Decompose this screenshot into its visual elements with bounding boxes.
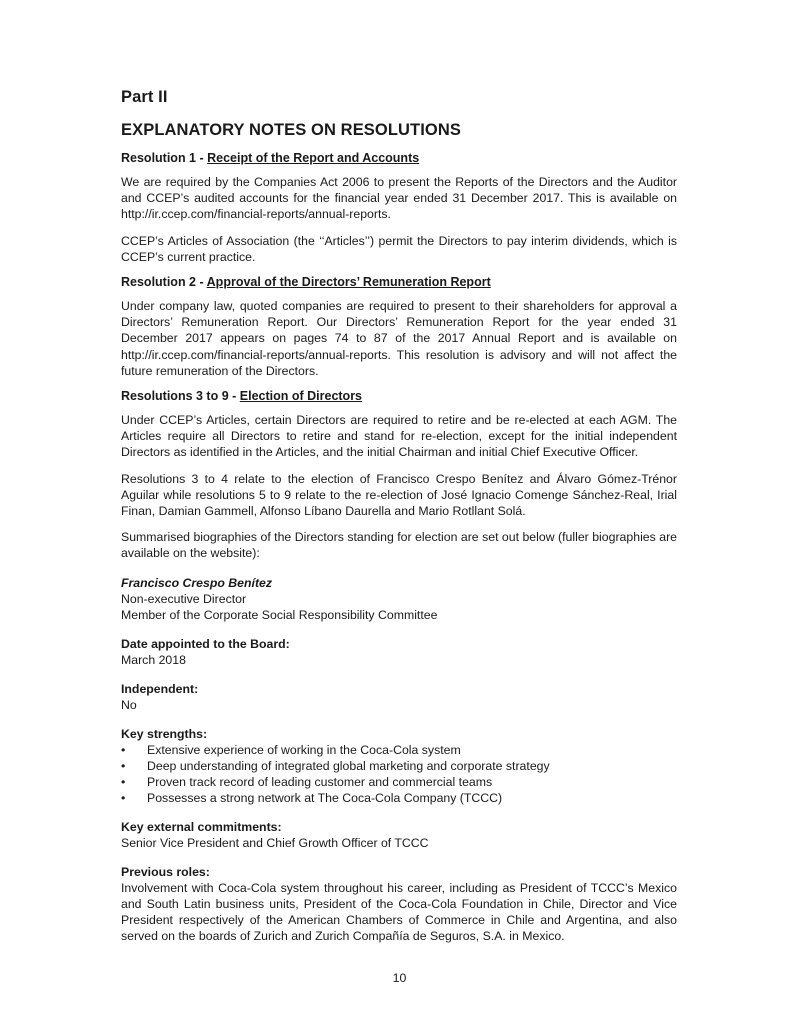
resolutions-3-9-paragraph-2: Resolutions 3 to 4 relate to the election of Francisco Crespo Benítez and Álvaro Gómez-Trénor Aguilar while resolutions 5 to 9 relate to the re-election of José Ignacio Comenge Sánchez-Real, Irial Finan, Damian Gammell, Alfonso Líbano Daurella and Mario Rotllant Solá.: [121, 471, 677, 519]
resolutions-3-9-paragraph-1: Under CCEP’s Articles, certain Directors are required to retire and be re-elected at each AGM. The Articles require all Directors to retire and stand for re-election, except for the initial independent Directors as identified in the Articles, and the initial Chairman and initial Chief Executive Officer.: [121, 413, 677, 460]
independent-block: [121, 681, 677, 713]
independent-label: Independent:: [121, 681, 199, 696]
page-number: 10: [392, 971, 407, 985]
list-item: • Extensive experience of working in the Coca-Cola system: [121, 742, 677, 758]
document-page: [121, 88, 677, 957]
director-name: Francisco Crespo Benítez: [121, 575, 273, 590]
independent-value: No: [121, 697, 137, 712]
resolution-2-paragraph-1: Under company law, quoted companies are required to present to their shareholders for approval a Directors’ Remuneration Report. Our Directors’ Remuneration Report for the year ended 31 December 2017 appears on pages 74 to 87 of the 2017 Annual Report and is available on http://ir.ccep.com/financial-reports/annual-reports. This resolution is advisory and will not affect the future remuneration of the Directors.: [121, 299, 677, 378]
resolutions-3-9-title: Election of Directors: [239, 389, 363, 404]
list-item: • Possesses a strong network at The Coca-Cola Company (TCCC): [121, 790, 677, 806]
bio-header: [121, 575, 677, 623]
resolution-1-heading: [121, 151, 677, 166]
previous-roles-label: Previous roles:: [121, 864, 210, 879]
previous-roles-block: [121, 864, 677, 944]
list-item: • Proven track record of leading customer and commercial teams: [121, 774, 677, 790]
resolution-1-paragraph-1: We are required by the Companies Act 2006 to present the Reports of the Directors and the Auditor and CCEP’s audited accounts for the financial year ended 31 December 2017. This is available on http://ir.ccep.com/financial-reports/annual-reports.: [121, 175, 677, 222]
resolution-2-prefix: Resolution 2 -: [121, 275, 207, 290]
resolution-1-title: Receipt of the Report and Accounts: [207, 151, 420, 165]
external-commitments-value: Senior Vice President and Chief Growth Officer of TCCC: [121, 835, 429, 850]
resolution-1-paragraph-2: CCEP’s Articles of Association (the ‘‘Articles’’) permit the Directors to pay interim dividends, which is CCEP’s current practice.: [121, 233, 677, 264]
page-title: EXPLANATORY NOTES ON RESOLUTIONS: [121, 121, 461, 139]
date-appointed-value: March 2018: [121, 652, 186, 667]
external-commitments-block: [121, 819, 677, 851]
resolutions-3-9-heading: [121, 389, 677, 404]
date-appointed-block: [121, 636, 677, 668]
part-heading: Part II: [121, 88, 168, 106]
resolutions-3-9-prefix: Resolutions 3 to 9 -: [121, 389, 240, 404]
resolution-2-title: Approval of the Directors’ Remuneration Report: [206, 275, 491, 290]
director-role: Non-executive Director: [121, 591, 247, 606]
resolution-1-prefix: Resolution 1 -: [121, 151, 208, 165]
resolution-2-heading: [121, 275, 677, 290]
previous-roles-value: Involvement with Coca-Cola system throughout his career, including as President of TCCC’s Mexico and South Latin business units, President of the Coca-Cola Foundation in Chile, Director and Vice President respectively of the American Chambers of Commerce in Chile and Argentina, and also served on the boards of Zurich and Zurich Compañía de Seguros, S.A. in Mexico.: [121, 880, 677, 943]
external-commitments-label: Key external commitments:: [121, 819, 282, 834]
director-committee: Member of the Corporate Social Responsibility Committee: [121, 607, 438, 622]
resolutions-3-9-paragraph-3: Summarised biographies of the Directors standing for election are set out below (fuller biographies are available on the website):: [121, 530, 677, 561]
key-strengths-block: [121, 726, 677, 806]
key-strengths-list: [121, 742, 677, 806]
list-item: • Deep understanding of integrated global marketing and corporate strategy: [121, 758, 677, 774]
key-strengths-label: Key strengths:: [121, 726, 208, 741]
date-appointed-label: Date appointed to the Board:: [121, 636, 290, 651]
